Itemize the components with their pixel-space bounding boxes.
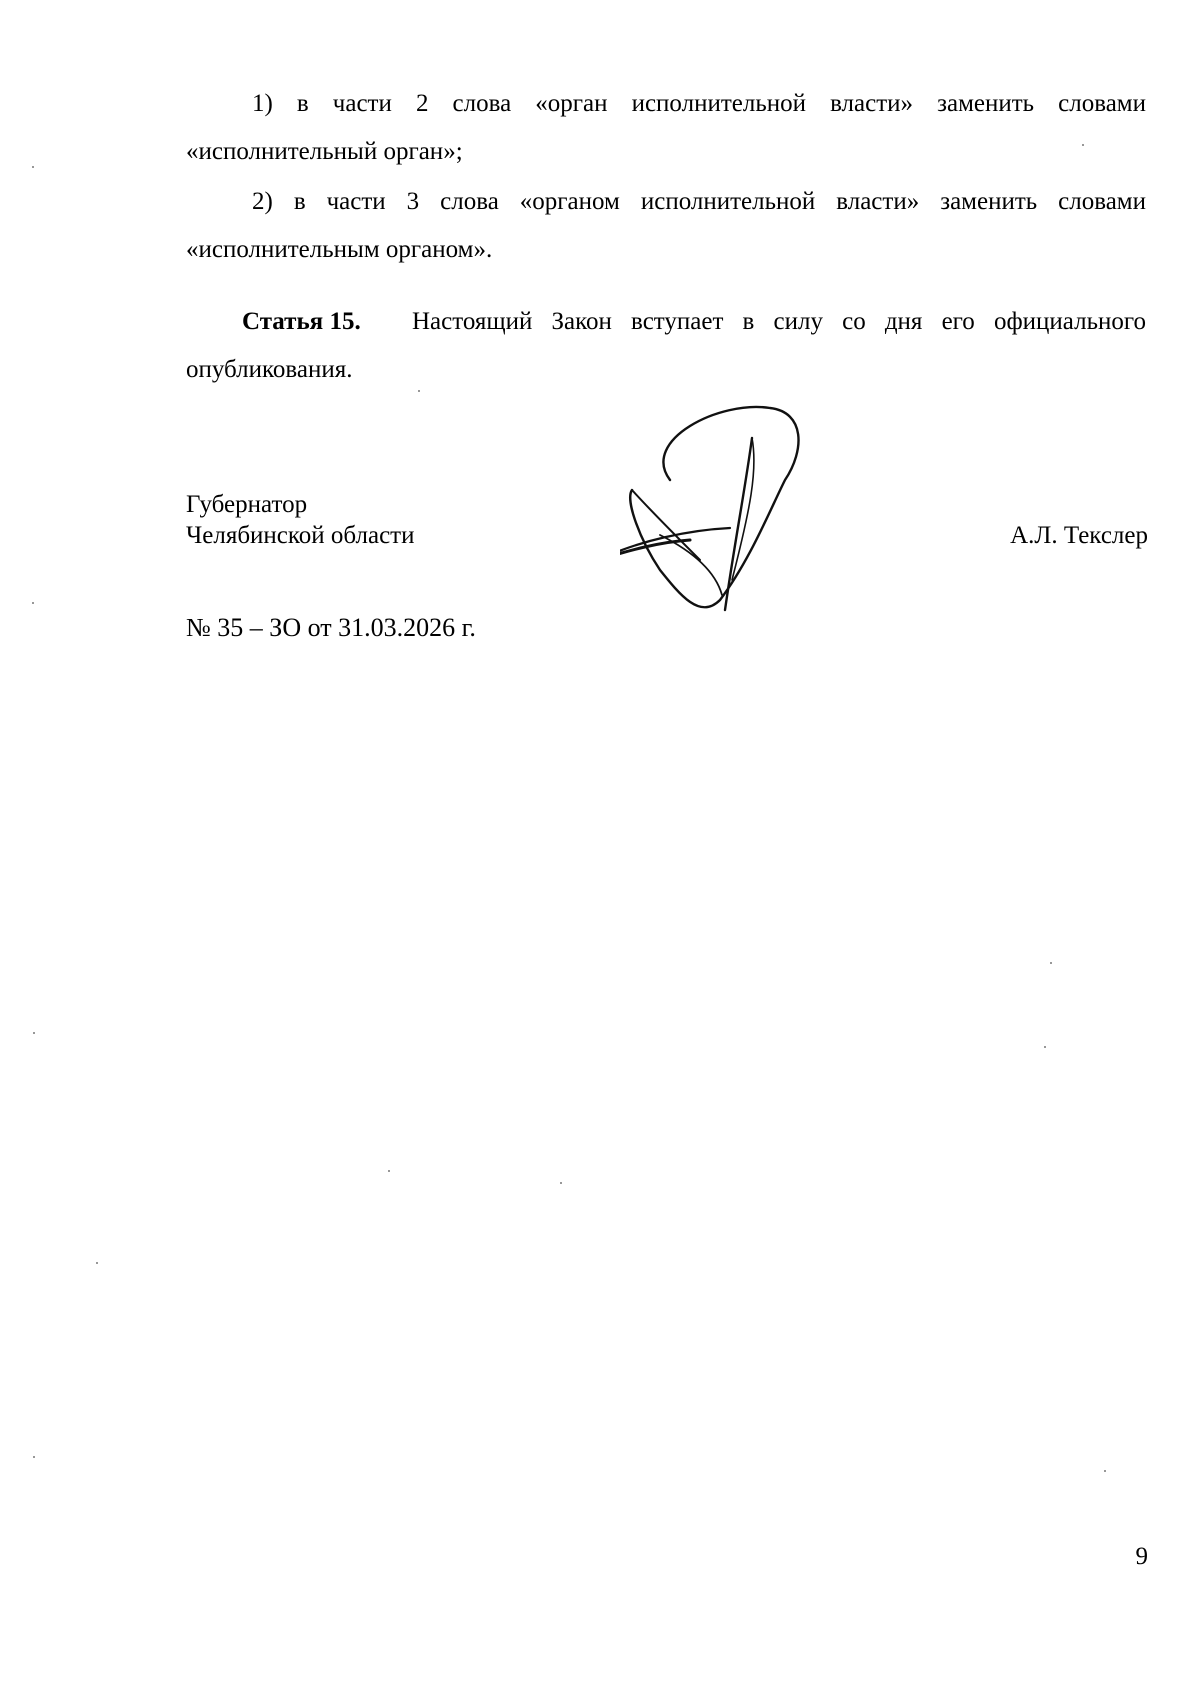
scan-speck	[1044, 1046, 1046, 1048]
scan-speck	[418, 390, 420, 392]
signatory-title: Губернатор	[186, 491, 308, 518]
scan-speck	[560, 1182, 562, 1184]
scan-speck	[96, 1262, 98, 1264]
scan-speck	[33, 1456, 35, 1458]
scan-speck	[388, 1170, 390, 1172]
article-label: Статья 15.	[242, 308, 361, 335]
article-15	[186, 298, 1146, 394]
scan-speck	[1104, 1470, 1106, 1472]
scan-speck	[32, 166, 34, 168]
page-number: 9	[1135, 1543, 1148, 1570]
scan-speck	[33, 1032, 35, 1034]
law-number: № 35 – ЗО от 31.03.2026 г.	[186, 613, 476, 642]
amendment-item-1: 1) в части 2 слова «орган исполнительной власти» заменить словами «исполнительный орган»;	[186, 90, 1146, 165]
signatory-name: А.Л. Текслер	[1010, 522, 1148, 549]
amendment-item-2: 2) в части 3 слова «органом исполнительной власти» заменить словами «исполнительным органом».	[186, 188, 1146, 263]
scan-speck	[32, 602, 34, 604]
signatory-region: Челябинской области	[186, 522, 415, 549]
article-text: Настоящий Закон вступает в силу со дня его официального опубликования.	[186, 308, 1146, 383]
handwritten-signature	[620, 400, 860, 640]
scan-speck	[1050, 962, 1052, 964]
scan-speck	[1082, 144, 1084, 146]
